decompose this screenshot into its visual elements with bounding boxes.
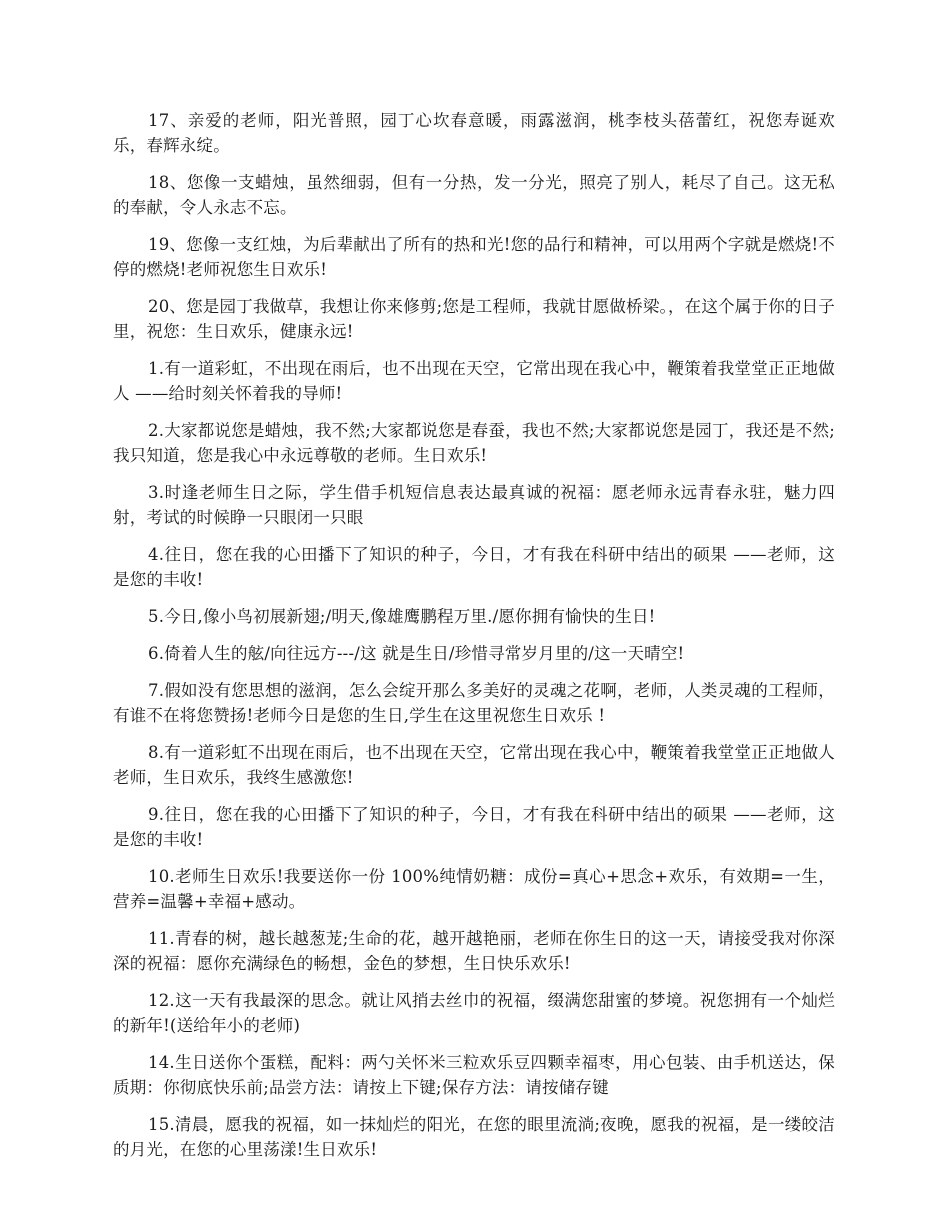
document-body (113, 108, 835, 1174)
paragraph-20: 20、您是园丁我做草，我想让你来修剪;您是工程师，我就甘愿做桥梁。，在这个属于你的日子里，祝您：生日欢乐，健康永远! (113, 297, 835, 341)
paragraph-2: 2.大家都说您是蜡烛，我不然;大家都说您是春蚕，我也不然;大家都说您是园丁，我还是不然;我只知道，您是我心中永远尊敬的老师。生日欢乐! (113, 421, 835, 465)
paragraph-19: 19、您像一支红烛，为后辈献出了所有的热和光!您的品行和精神，可以用两个字就是燃烧!不停的燃烧!老师祝您生日欢乐! (113, 235, 835, 279)
paragraph-6: 6.倚着人生的舷/向往远方---/这 就是生日/珍惜寻常岁月里的/这一天晴空! (148, 644, 685, 663)
paragraph-10: 10.老师生日欢乐!我要送你一份 100%纯情奶糖：成份=真心+思念+欢乐，有效期=一生，营养=温馨+幸福+感动。 (113, 867, 835, 911)
paragraph-3: 3.时逢老师生日之际，学生借手机短信息表达最真诚的祝福：愿老师永远青春永驻，魅力四射，考试的时候睁一只眼闭一只眼 (113, 483, 835, 527)
paragraph-4: 4.往日，您在我的心田播下了知识的种子，今日，才有我在科研中结出的硕果 ——老师，这是您的丰收! (113, 545, 835, 589)
paragraph-7: 7.假如没有您思想的滋润，怎么会绽开那么多美好的灵魂之花啊，老师，人类灵魂的工程师，有谁不在将您赞扬!老师今日是您的生日,学生在这里祝您生日欢乐 ! (113, 681, 835, 725)
paragraph-17: 17、亲爱的老师，阳光普照，园丁心坎春意暖，雨露滋润，桃李枝头蓓蕾红，祝您寿诞欢乐，春辉永绽。 (113, 111, 835, 155)
paragraph-12: 12.这一天有我最深的思念。就让风捎去丝巾的祝福，缀满您甜蜜的梦境。祝您拥有一个灿烂的新年!(送给年小的老师) (113, 991, 835, 1035)
paragraph-9: 9.往日，您在我的心田播下了知识的种子，今日，才有我在科研中结出的硕果 ——老师，这是您的丰收! (113, 805, 835, 849)
paragraph-5: 5.今日,像小鸟初展新翅;/明天,像雄鹰鹏程万里./愿你拥有愉快的生日! (148, 607, 656, 626)
paragraph-8: 8.有一道彩虹不出现在雨后，也不出现在天空，它常出现在我心中，鞭策着我堂堂正正地做人老师，生日欢乐，我终生感激您! (113, 743, 835, 787)
paragraph-14: 14.生日送你个蛋糕，配料：两勺关怀米三粒欢乐豆四颗幸福枣，用心包装、由手机送达，保质期：你彻底快乐前;品尝方法：请按上下键;保存方法：请按储存键 (113, 1053, 835, 1097)
paragraph-18: 18、您像一支蜡烛，虽然细弱，但有一分热，发一分光，照亮了别人，耗尽了自己。这无私的奉献，令人永志不忘。 (113, 173, 835, 217)
paragraph-1: 1.有一道彩虹，不出现在雨后，也不出现在天空，它常出现在我心中，鞭策着我堂堂正正地做人 ——给时刻关怀着我的导师! (113, 359, 835, 403)
paragraph-15: 15.清晨，愿我的祝福，如一抹灿烂的阳光，在您的眼里流淌;夜晚，愿我的祝福，是一缕皎洁的月光，在您的心里荡漾!生日欢乐! (113, 1115, 835, 1159)
paragraph-11: 11.青春的树，越长越葱茏;生命的花，越开越艳丽，老师在你生日的这一天，请接受我对你深深的祝福：愿你充满绿色的畅想，金色的梦想，生日快乐欢乐! (113, 929, 835, 973)
